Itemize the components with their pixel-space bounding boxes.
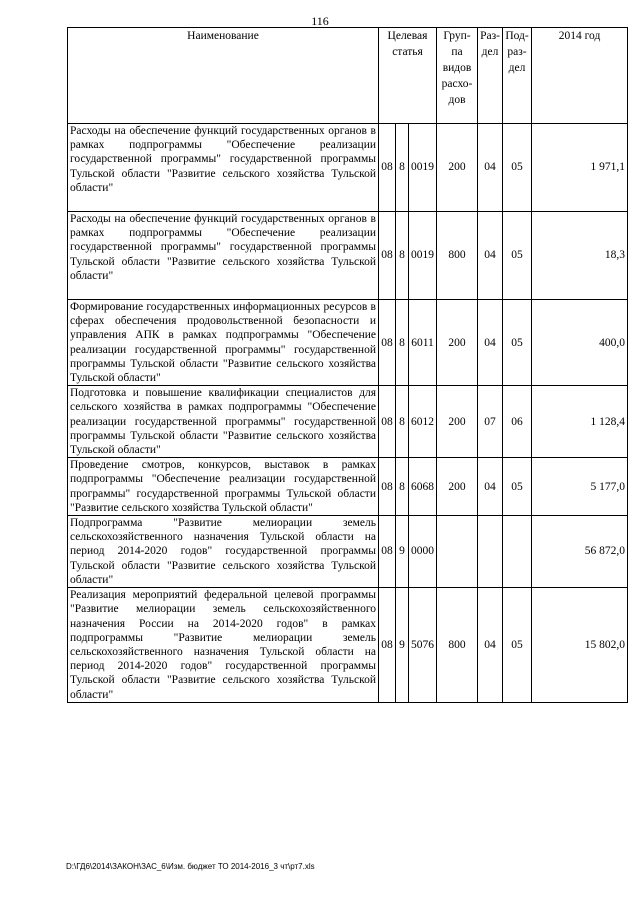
- file-path-footer: D:\ГД6\2014\ЗАКОН\ЗАС_6\Изм. бюджет ТО 2014-2016_3 чт\рт7.xls: [66, 862, 315, 871]
- section-cell: 07: [478, 386, 503, 458]
- expense-group-cell: 800: [437, 588, 478, 703]
- target-article-part3-cell: 6012: [409, 386, 437, 458]
- section-cell: 04: [478, 212, 503, 300]
- amount-cell: 400,0: [532, 300, 628, 386]
- row-name-cell: Подпрограмма "Развитие мелиорации земель сельскохозяйственного назначения Тульской области на период 2014-2020 годов" государственной программы Тульской области "Развитие сельского хозяйства Тульской области": [68, 516, 379, 588]
- target-article-part3-cell: 0019: [409, 212, 437, 300]
- header-year: 2014 год: [532, 28, 628, 124]
- target-article-part1-cell: 08: [379, 386, 396, 458]
- target-article-part3-cell: 0000: [409, 516, 437, 588]
- table-row: [68, 588, 628, 703]
- section-cell: [478, 516, 503, 588]
- subsection-cell: 05: [503, 124, 532, 212]
- subsection-cell: 05: [503, 300, 532, 386]
- target-article-part1-cell: 08: [379, 300, 396, 386]
- target-article-part2-cell: 8: [396, 458, 409, 516]
- target-article-part3-cell: 6011: [409, 300, 437, 386]
- section-cell: 04: [478, 124, 503, 212]
- header-section: Раз-дел: [478, 28, 503, 124]
- expense-group-cell: 200: [437, 386, 478, 458]
- target-article-part3-cell: 6068: [409, 458, 437, 516]
- budget-table: [67, 27, 628, 703]
- row-name-cell: Формирование государственных информационных ресурсов в сферах обеспечения продовольственной безопасности и управления АПК в рамках подпрограммы "Обеспечение реализации государственной программы" государственной программы Тульской области "Развитие сельского хозяйства Тульской области": [68, 300, 379, 386]
- section-cell: 04: [478, 588, 503, 703]
- subsection-cell: 05: [503, 212, 532, 300]
- amount-cell: 18,3: [532, 212, 628, 300]
- table-row: [68, 516, 628, 588]
- table-row: [68, 458, 628, 516]
- table-row: [68, 386, 628, 458]
- header-expense-group: Груп-па видов расхо-дов: [437, 28, 478, 124]
- target-article-part1-cell: 08: [379, 516, 396, 588]
- section-cell: 04: [478, 300, 503, 386]
- row-name-cell: Реализация мероприятий федеральной целевой программы "Развитие мелиорации земель сельскохозяйственного назначения России на 2014-2020 годов" в рамках подпрограммы "Развитие мелиорации земель сельскохозяйственного назначения Тульской области на период 2014-2020 годов" государственной программы Тульской области "Развитие сельского хозяйства Тульской области": [68, 588, 379, 703]
- table-row: [68, 124, 628, 212]
- table-row: [68, 212, 628, 300]
- target-article-part2-cell: 8: [396, 386, 409, 458]
- row-name-cell: Проведение смотров, конкурсов, выставок в рамках подпрограммы "Обеспечение реализации государственной программы" государственной программы Тульской области "Развитие сельского хозяйства Тульской области": [68, 458, 379, 516]
- table-row: [68, 300, 628, 386]
- row-name-cell: Подготовка и повышение квалификации специалистов для сельского хозяйства в рамках подпрограммы "Обеспечение реализации государственной программы" государственной программы Тульской области "Развитие сельского хозяйства Тульской области": [68, 386, 379, 458]
- expense-group-cell: 200: [437, 124, 478, 212]
- header-target-article: Целевая статья: [379, 28, 437, 124]
- table-header-row: [68, 28, 628, 124]
- expense-group-cell: [437, 516, 478, 588]
- target-article-part1-cell: 08: [379, 588, 396, 703]
- expense-group-cell: 200: [437, 300, 478, 386]
- expense-group-cell: 800: [437, 212, 478, 300]
- subsection-cell: 05: [503, 458, 532, 516]
- subsection-cell: 05: [503, 588, 532, 703]
- row-name-cell: Расходы на обеспечение функций государственных органов в рамках подпрограммы "Обеспечение реализации государственной программы" государственной программы Тульской области "Развитие сельского хозяйства Тульской области": [68, 212, 379, 300]
- amount-cell: 15 802,0: [532, 588, 628, 703]
- amount-cell: 1 128,4: [532, 386, 628, 458]
- target-article-part1-cell: 08: [379, 212, 396, 300]
- row-name-cell: Расходы на обеспечение функций государственных органов в рамках подпрограммы "Обеспечение реализации государственной программы" государственной программы Тульской области "Развитие сельского хозяйства Тульской области": [68, 124, 379, 212]
- target-article-part2-cell: 9: [396, 588, 409, 703]
- target-article-part2-cell: 9: [396, 516, 409, 588]
- target-article-part2-cell: 8: [396, 124, 409, 212]
- amount-cell: 1 971,1: [532, 124, 628, 212]
- target-article-part3-cell: 5076: [409, 588, 437, 703]
- expense-group-cell: 200: [437, 458, 478, 516]
- amount-cell: 5 177,0: [532, 458, 628, 516]
- header-name: Наименование: [68, 28, 379, 124]
- amount-cell: 56 872,0: [532, 516, 628, 588]
- section-cell: 04: [478, 458, 503, 516]
- target-article-part3-cell: 0019: [409, 124, 437, 212]
- target-article-part2-cell: 8: [396, 300, 409, 386]
- target-article-part2-cell: 8: [396, 212, 409, 300]
- subsection-cell: 06: [503, 386, 532, 458]
- subsection-cell: [503, 516, 532, 588]
- header-subsection: Под-раз-дел: [503, 28, 532, 124]
- target-article-part1-cell: 08: [379, 458, 396, 516]
- target-article-part1-cell: 08: [379, 124, 396, 212]
- page-number: 116: [311, 14, 329, 28]
